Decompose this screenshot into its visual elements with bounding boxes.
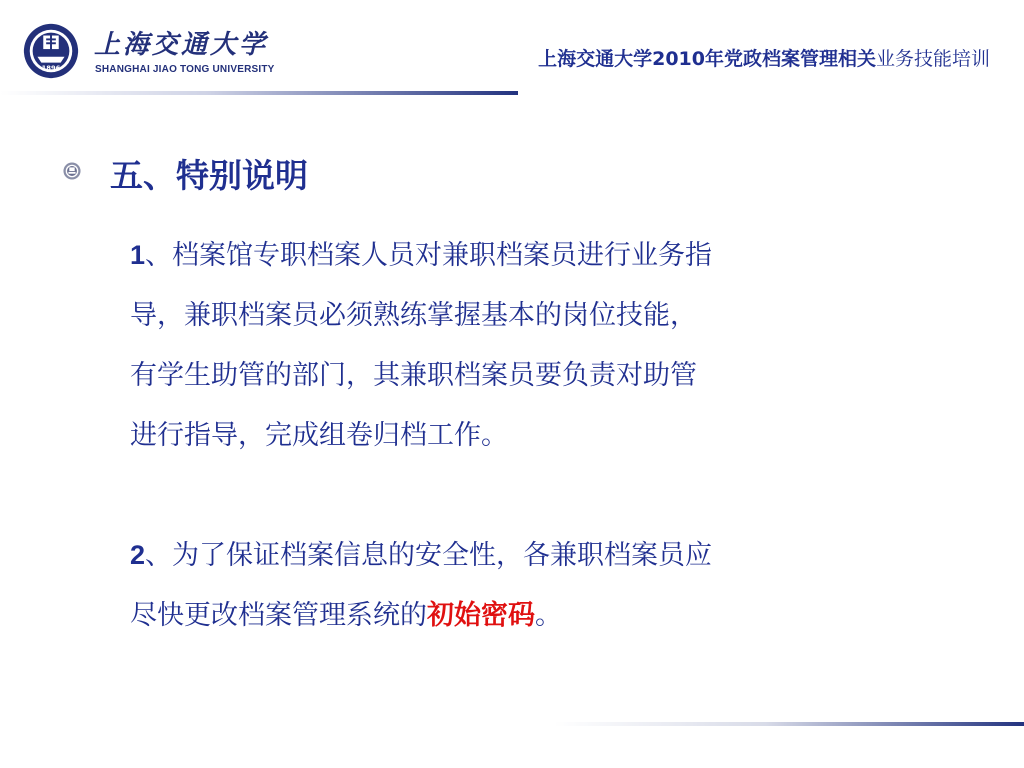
point-1-line-3: 有学生助管的部门，其兼职档案员要负责对助管: [130, 360, 697, 391]
header-title-strong: 上海交通大学2010年党政档案管理相关: [538, 48, 876, 70]
point-2-line-2: 尽快更改档案管理系统的初始密码。: [130, 600, 562, 631]
point-1-number: 1: [130, 240, 146, 270]
point-1: [130, 225, 870, 466]
point-2-number: 2: [130, 540, 146, 570]
sjtu-seal-icon: [63, 162, 81, 180]
logo-chinese-name: 上海交通大学: [94, 30, 269, 60]
initial-password-highlight: 初始密码: [427, 600, 535, 631]
header-title-normal: 业务技能培训: [875, 48, 990, 70]
logo-english-name: SHANGHAI JIAO TONG UNIVERSITY: [95, 64, 275, 75]
section-heading: 五、特别说明: [110, 156, 308, 195]
header-title: [538, 44, 990, 71]
header-divider: [0, 91, 518, 95]
footer-divider: [554, 722, 1024, 726]
sjtu-seal-icon: [22, 22, 80, 80]
point-1-line-1: 1、档案馆专职档案人员对兼职档案员进行业务指: [130, 240, 713, 271]
point-1-line-2: 导，兼职档案员必须熟练掌握基本的岗位技能，: [130, 300, 697, 331]
point-2: [130, 525, 870, 646]
svg-text:1896: 1896: [41, 64, 61, 73]
point-2-line-1: 2、为了保证档案信息的安全性，各兼职档案员应: [130, 540, 713, 571]
point-1-line-4: 进行指导，完成组卷归档工作。: [130, 420, 508, 451]
